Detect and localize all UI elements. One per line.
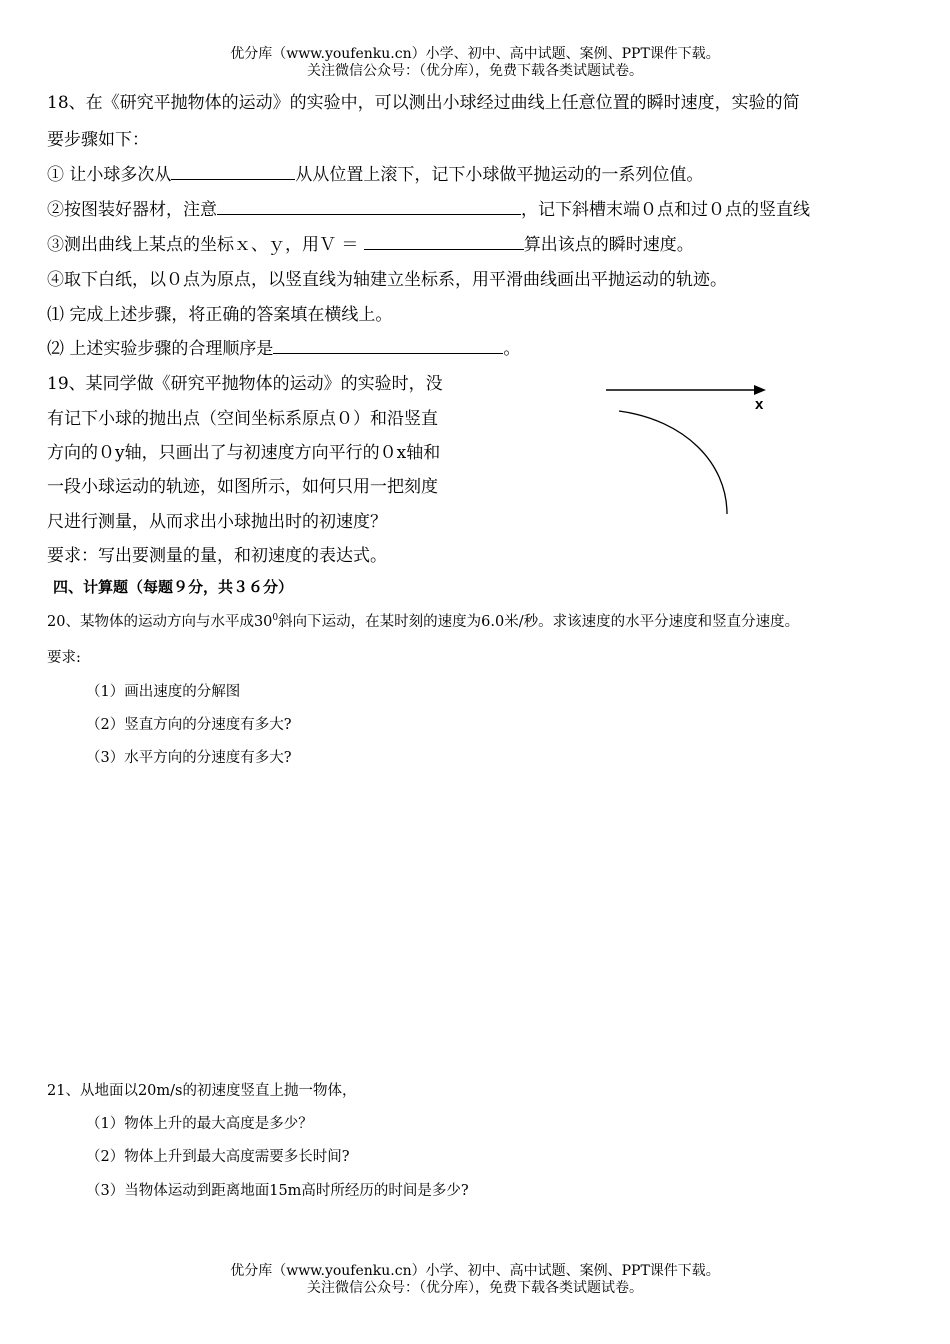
q18-step-2-post: ，记下斜槽末端０点和过０点的竖直线 xyxy=(521,200,810,220)
q19-line-3: 方向的０y轴，只画出了与初速度方向平行的０x轴和 xyxy=(47,443,441,463)
header-line-2: 关注微信公众号：（优分库），免费下载各类试题试卷。 xyxy=(307,63,643,79)
section-4-title: 四、计算题（每题９分，共３６分） xyxy=(53,578,294,596)
q21-line: 21、从地面以20m/s的初速度竖直上抛一物体， xyxy=(47,1083,357,1099)
q18-sub-1: ⑴ 完成上述步骤，将正确的答案填在横线上。 xyxy=(47,305,393,325)
q18-step-3 xyxy=(47,230,694,255)
q20-requirement: 要求: xyxy=(47,650,81,666)
answer-blank-1[interactable] xyxy=(171,163,295,180)
q21-item-3: （3）当物体运动到距离地面15m高时所经历的时间是多少? xyxy=(86,1183,469,1199)
q18-step-2 xyxy=(47,195,810,220)
q19-line-2: 有记下小球的抛出点（空间坐标系原点０）和沿竖直 xyxy=(47,409,438,429)
q18-sub-2-pre: ⑵ 上述实验步骤的合理顺序是 xyxy=(47,339,274,359)
q18-step-1-pre: ① 让小球多次从 xyxy=(47,165,172,185)
answer-blank-2[interactable] xyxy=(217,198,521,215)
q19-line-5: 尺进行测量，从而求出小球抛出时的初速度？ xyxy=(47,512,387,532)
q18-line-2: 要步骤如下： xyxy=(47,130,149,150)
q20-line xyxy=(47,610,799,631)
q18-step-1-post: 从从位置上滚下，记下小球做平抛运动的一系列位值。 xyxy=(295,165,704,185)
q18-sub-2 xyxy=(47,334,520,359)
q20-item-3: （3）水平方向的分速度有多大? xyxy=(86,750,292,766)
trajectory-figure xyxy=(600,378,780,518)
answer-blank-4[interactable] xyxy=(273,337,503,354)
trajectory-curve xyxy=(619,411,727,514)
q20-line-post: 斜向下运动，在某时刻的速度为6.0米/秒。求该速度的水平分速度和竖直分速度。 xyxy=(278,614,800,630)
q18-step-1 xyxy=(47,160,703,185)
q18-step-3-pre: ③测出曲线上某点的坐标ｘ、ｙ，用Ｖ ＝ xyxy=(47,235,364,255)
q20-item-1: （1）画出速度的分解图 xyxy=(86,684,241,700)
q19-line-1: 19、某同学做《研究平抛物体的运动》的实验时，没 xyxy=(47,374,443,394)
q18-line-1: 18、在《研究平抛物体的运动》的实验中，可以测出小球经过曲线上任意位置的瞬时速度，实验的简 xyxy=(47,93,800,113)
q21-item-1: （1）物体上升的最大高度是多少？ xyxy=(86,1116,313,1132)
answer-blank-3[interactable] xyxy=(364,233,524,250)
q19-line-6: 要求：写出要测量的量，和初速度的表达式。 xyxy=(47,546,387,566)
q20-line-pre: 20、某物体的运动方向与水平成30 xyxy=(47,614,273,630)
q18-step-3-post: 算出该点的瞬时速度。 xyxy=(523,235,694,255)
q18-step-2-pre: ②按图装好器材，注意 xyxy=(47,200,217,220)
q19-line-4: 一段小球运动的轨迹，如图所示，如何只用一把刻度 xyxy=(47,477,438,497)
q18-step-4: ④取下白纸，以０点为原点，以竖直线为轴建立坐标系，用平滑曲线画出平抛运动的轨迹。 xyxy=(47,270,727,290)
footer-line-2: 关注微信公众号：（优分库），免费下载各类试题试卷。 xyxy=(307,1280,643,1296)
q21-item-2: （2）物体上升到最大高度需要多长时间? xyxy=(86,1149,350,1165)
x-axis-arrowhead xyxy=(754,385,766,395)
degree-mark: 0 xyxy=(272,613,279,624)
x-axis-label: x xyxy=(755,396,764,413)
footer-line-1: 优分库（www.youfenku.cn）小学、初中、高中试题、案例、PPT课件下载。 xyxy=(230,1263,720,1279)
q18-sub-2-post: 。 xyxy=(503,339,521,359)
header-line-1: 优分库（www.youfenku.cn）小学、初中、高中试题、案例、PPT课件下载。 xyxy=(230,46,720,62)
q20-item-2: （2）竖直方向的分速度有多大? xyxy=(86,717,292,733)
